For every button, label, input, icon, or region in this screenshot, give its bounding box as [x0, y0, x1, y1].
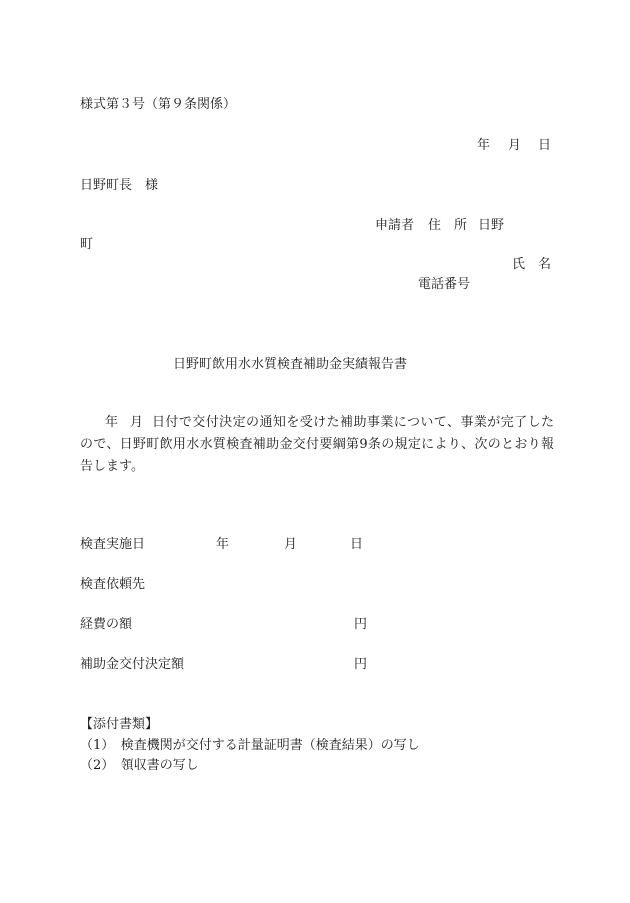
date-day: 日: [538, 138, 552, 153]
inspection-year: 年: [216, 537, 230, 552]
inspection-month: 月: [284, 537, 298, 552]
date-month: 月: [508, 138, 522, 153]
inspection-day: 日: [350, 537, 364, 552]
name-label: 氏 名: [512, 257, 552, 272]
document-title: 日野町飲用水水質検査補助金実績報告書: [173, 357, 408, 372]
address-label: 住 所: [428, 218, 468, 233]
expense-label: 経費の額: [80, 617, 133, 632]
recipient: 日野町長 様: [80, 178, 159, 193]
address-value-part1: 日野: [478, 218, 505, 233]
subsidy-label: 補助金交付決定額: [80, 657, 185, 672]
address-value-part2: 町: [80, 237, 94, 252]
attachment-item: （1） 検査機関が交付する計量証明書（検査結果）の写し: [80, 738, 420, 753]
body-paragraph: 日付で交付決定の通知を受けた補助事業について、事業が完了したので、日野町飲用水水質検査補助金交付要綱第9条の規定により、次のとおり報告します。: [80, 415, 554, 474]
attachments-heading: 【添付書類】: [80, 717, 159, 732]
subsidy-unit: 円: [354, 657, 368, 672]
date-year: 年: [477, 138, 491, 153]
body-indent-year: 年: [105, 415, 119, 430]
phone-label: 電話番号: [418, 277, 471, 292]
inspection-date-label: 検査実施日: [80, 537, 146, 552]
inspection-requestee-label: 検査依頼先: [80, 577, 146, 592]
applicant-label: 申請者: [375, 218, 415, 233]
attachment-item: （2） 領収書の写し: [80, 758, 199, 773]
expense-unit: 円: [354, 617, 368, 632]
form-number: 様式第３号（第９条関係）: [80, 97, 237, 112]
body-indent-month: 月: [130, 415, 144, 430]
